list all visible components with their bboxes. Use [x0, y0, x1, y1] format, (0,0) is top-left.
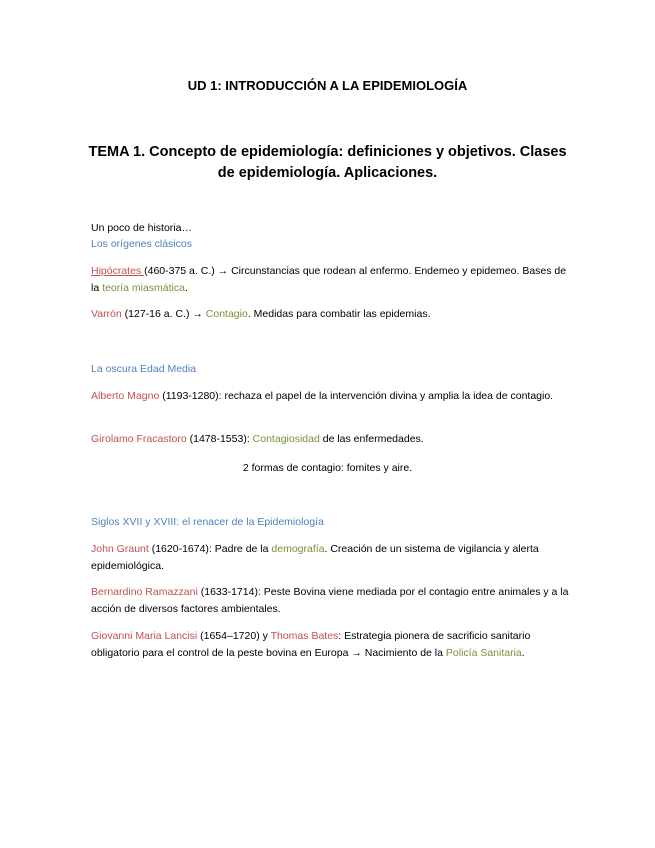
- text: . Creación de un sistema de vigilancia y alerta epidemiológica.: [91, 543, 539, 572]
- text: : Estrategia pionera de sacrificio sanitario obligatorio para el control de la peste bovina en Europa → Nacimiento de la: [91, 630, 531, 659]
- text: (127-16 a. C.) →: [121, 308, 206, 320]
- text: (1193-1280): rechaza el papel de la intervención divina y amplia la idea de contagio.: [159, 390, 554, 402]
- section-heading-renaissance: Siglos XVII y XVIII: el renacer de la Epidemiología: [91, 516, 324, 528]
- paragraph-alberto-magno: [91, 388, 571, 405]
- term-highlight: demografía: [271, 543, 325, 555]
- paragraph-graunt: [91, 541, 571, 574]
- term-highlight: Policía Sanitaria: [445, 646, 522, 659]
- topic-title: TEMA 1. Concepto de epidemiología: definiciones y objetivos. Clases de epidemiología. Aplicaciones.: [88, 144, 567, 181]
- text: (1478-1553):: [186, 433, 253, 445]
- contagion-note: 2 formas de contagio: fomites y aire.: [242, 462, 413, 474]
- text: de las enfermedades.: [319, 433, 424, 445]
- text: (460-375 a. C.) → Circunstancias que rodean al enfermo. Endemeo y epidemeo. Bases de la: [91, 265, 567, 294]
- text: (1654–1720) y: [197, 630, 271, 642]
- term-highlight: Contagiosidad: [252, 433, 320, 445]
- intro-text: Un poco de historia…: [91, 222, 192, 234]
- paragraph-hipocrates: [91, 263, 571, 296]
- term-highlight: teoría miasmática: [102, 281, 185, 294]
- person-name: Alberto Magno: [91, 390, 160, 402]
- section-heading-middle-ages: La oscura Edad Media: [91, 363, 197, 375]
- text: (1620-1674): Padre de la: [148, 543, 272, 555]
- paragraph-ramazzani: [91, 584, 571, 617]
- text: .: [184, 281, 188, 294]
- person-name: Varrón: [91, 308, 122, 320]
- text: .: [521, 646, 525, 659]
- person-name: John Graunt: [91, 543, 149, 555]
- unit-title: UD 1: INTRODUCCIÓN A LA EPIDEMIOLOGÍA: [187, 78, 468, 93]
- person-name: Giovanni Maria Lancisi: [91, 630, 198, 642]
- paragraph-lancisi-bates: [91, 628, 571, 661]
- text: . Medidas para combatir las epidemias.: [247, 308, 431, 320]
- person-name: Bernardino Ramazzani: [91, 586, 198, 598]
- text: (1633-1714): Peste Bovina viene mediada por el contagio entre animales y a la acción de diversos factores ambientales.: [91, 586, 569, 615]
- paragraph-varron: [91, 306, 571, 323]
- section-heading-classic: Los orígenes clásicos: [91, 238, 192, 250]
- term-highlight: Contagio: [205, 308, 248, 320]
- person-name: Thomas Bates: [270, 630, 339, 642]
- person-name: Hipócrates: [91, 265, 145, 277]
- person-name: Girolamo Fracastoro: [91, 433, 187, 445]
- paragraph-fracastoro: [91, 431, 571, 448]
